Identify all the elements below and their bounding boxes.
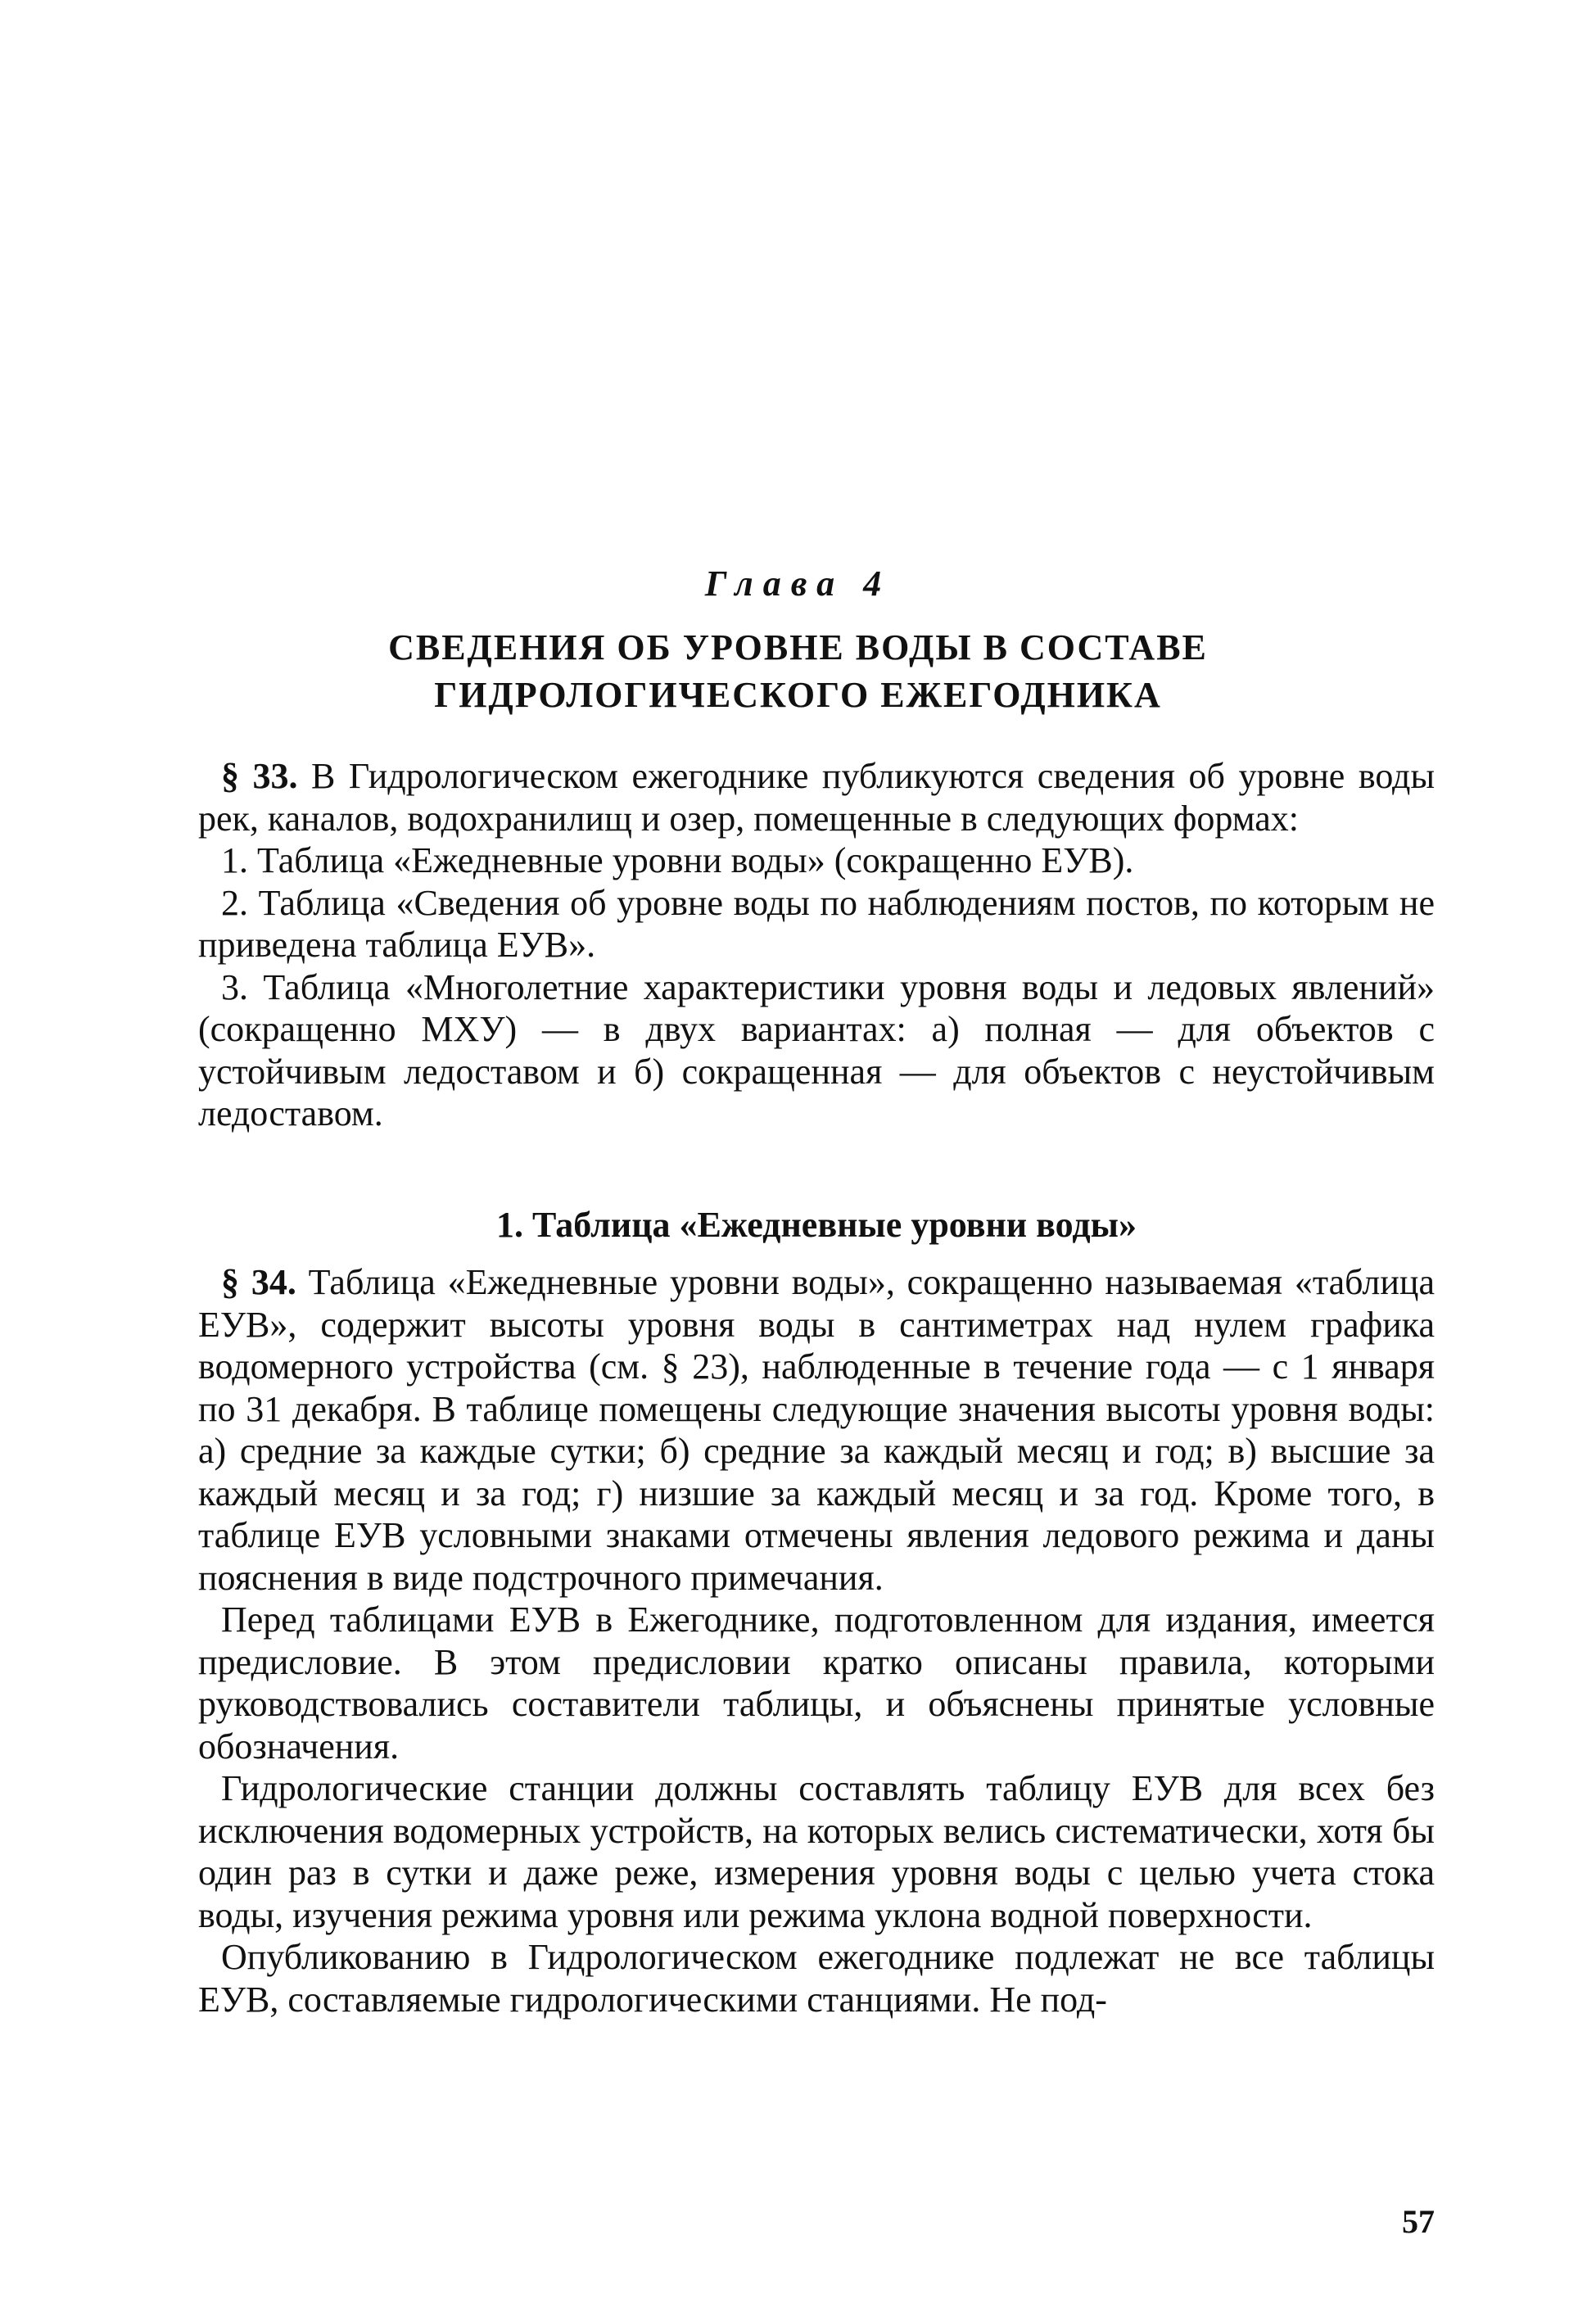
section-33: [198, 755, 1435, 1135]
section-34-paragraph-4: Опубликованию в Гидрологическом ежегоднике подлежат не все таблицы ЕУВ, составляемые гидрологическими станциями. Не под-: [198, 1937, 1435, 2020]
chapter-label: Глава 4: [704, 563, 892, 604]
section-33-intro: [198, 755, 1435, 839]
section-34-paragraph-2: Перед таблицами ЕУВ в Ежегоднике, подготовленном для издания, имеется предисловие. В этом предисловии кратко описаны правила, которыми руководствовались составители таблицы, и объяснены принятые условные обозначения.: [198, 1599, 1435, 1767]
section-33-text: В Гидрологическом ежегоднике публикуются сведения об уровне воды рек, каналов, водохранилищ и озер, помещенные в следующих формах:: [198, 756, 1435, 839]
section-34: [198, 1261, 1435, 2020]
section-34-paragraph-3: Гидрологические станции должны составлять таблицу ЕУВ для всех без исключения водомерных устройств, на которых велись систематически, хотя бы один раз в сутки и даже реже, измерения уровня воды с целью учета стока воды, изучения режима уровня или режима уклона водной поверхности.: [198, 1768, 1435, 1935]
page-number: 57: [1402, 2203, 1435, 2240]
chapter-title: [0, 624, 1596, 719]
section-34-intro: [198, 1261, 1435, 1599]
list-item-2: 2. Таблица «Сведения об уровне воды по наблюдениям постов, по которым не приведена таблица ЕУВ».: [198, 882, 1435, 965]
subsection-heading: 1. Таблица «Ежедневные уровни воды»: [496, 1205, 1137, 1245]
section-34-text: Таблица «Ежедневные уровни воды», сокращенно называемая «таблица ЕУВ», содержит высоты уровня воды в сантиметрах над нулем графика водомерного устройства (см. § 23), наблюденные в течение года — с 1 января по 31 декабря. В таблице помещены следующие значения высоты уровня воды: а) средние за каждые сутки; б) средние за каждый месяц и год; в) высшие за каждый месяц и за год; г) низшие за каждый месяц и за год. Кроме того, в таблице ЕУВ условными знаками отмечены явления ледового режима и даны пояснения в виде подстрочного примечания.: [198, 1262, 1435, 1598]
list-item-1: 1. Таблица «Ежедневные уровни воды» (сокращенно ЕУВ).: [221, 840, 1134, 880]
section-34-number: § 34.: [221, 1262, 296, 1302]
chapter-title-line-1: СВЕДЕНИЯ ОБ УРОВНЕ ВОДЫ В СОСТАВЕ: [388, 627, 1208, 667]
chapter-title-line-2: ГИДРОЛОГИЧЕСКОГО ЕЖЕГОДНИКА: [434, 675, 1162, 715]
subsection-heading-block: [198, 1201, 1435, 1249]
list-item-3: 3. Таблица «Многолетние характеристики уровня воды и ледовых явлений» (сокращенно МХУ) — в двух вариантах: а) полная — для объектов с устойчивым ледоставом и б) сокращенная — для объектов с неустойчивым ледоставом.: [198, 966, 1435, 1133]
section-33-number: § 33.: [221, 756, 298, 796]
